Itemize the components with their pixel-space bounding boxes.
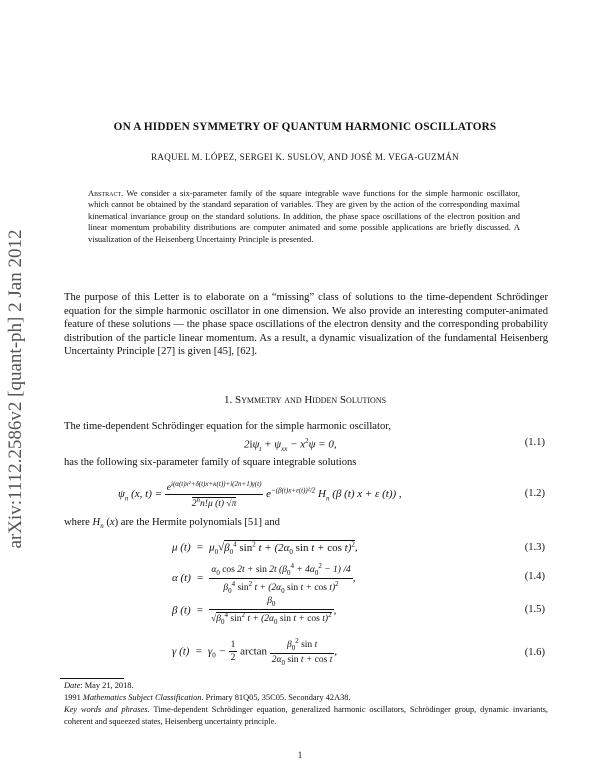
date-label: Date (64, 681, 81, 690)
paragraph-1: The time-dependent Schrödinger equation for the simple harmonic oscillator, (64, 421, 391, 432)
equation-1-2: $\psi_n$ (x, t) = $\frac{e^{i(\alpha(t)x^2+\delta(t)x+\kappa(t))+i(2n+1)\gamma(t)}}{2^nn!\mu (t) √\pi}$ $e^{-(\beta(t)x+\varepsilon(t))^2/2}$ $H_n$ (β (t) x + ε (t)) , (118, 480, 402, 510)
paragraph-3-prefix: where (64, 517, 90, 528)
equation-1-3: μ $(t) = \mu_0√\beta_0^4$ $\sin^2 t + (2\alpha_0$ sin t + cos t)$^2$, (172, 540, 358, 556)
keywords-label: Key words and phrases. (64, 705, 150, 714)
paper-title: ON A HIDDEN SYMMETRY OF QUANTUM HARMONIC OSCILLATORS (113, 121, 497, 133)
arxiv-sidebar (2, 204, 30, 574)
footnote-msc (64, 692, 548, 704)
footnote-keywords (64, 704, 548, 727)
abstract (88, 188, 520, 245)
equation-1-6: γ $(t) = \gamma_0$ − $\frac{1}{2}$ arctan $\frac{\beta_0^2 \sin t}{2\alpha_0 \sin t + \cos t}$ , (172, 637, 338, 667)
date-value: : May 21, 2018. (80, 681, 134, 690)
page-number: 1 (297, 750, 303, 760)
footnote-rule (60, 678, 124, 679)
equation-1-5: β (t) = $\frac{\beta_0}{√\beta_0^4 \sin^2 t + (2\alpha_0 \sin t + \cos t)^2}$ , (172, 596, 337, 626)
equation-number-3: (1.3) (524, 542, 545, 553)
paragraph-2: has the following six-parameter family of square integrable solutions (64, 457, 357, 468)
intro-paragraph: The purpose of this Letter is to elaborate on a “missing” class of solutions to the time-dependent Schrödinger equation for the simple harmonic oscillator in one dimension. We also provide an interesting computer-animated feature of these solutions — the phase space oscillations of the electron density and the corresponding probability distribution of the particle linear momentum. As a result, a dynamic visualization of the fundamental Heisenberg Uncertainty Principle [27] is given [45], [62]. (64, 292, 548, 358)
equation-number-5: (1.5) (524, 604, 545, 615)
equation-number-1: (1.1) (524, 437, 545, 448)
equation-number-2: (1.2) (524, 488, 545, 499)
msc-label: Mathematics Subject Classification. (82, 693, 204, 702)
equation-number-6: (1.6) (524, 647, 545, 658)
paragraph-3-suffix: are the Hermite polynomials [51] and (120, 517, 280, 528)
paper-authors: RAQUEL M. LÓPEZ, SERGEI K. SUSLOV, AND JOSÉ M. VEGA-GUZMÁN (151, 152, 459, 162)
footnote-date (64, 680, 548, 692)
abstract-text: We consider a six-parameter family of the square integrable wave functions for the simple harmonic oscillator, which cannot be obtained by the standard separation of variables. They are given by the action of the corresponding maximal kinematical invariance group on the standard solutions. In addition, the phase space oscillations of the electron position and linear momentum probability distributions are computer animated and some possible applications are briefly discussed. A visualization of the Heisenberg Uncertainty Principle is presented. (88, 188, 520, 244)
msc-value: Primary 81Q05, 35C05. Secondary 42A38. (203, 693, 351, 702)
keywords-value: Time-dependent Schrödinger equation, generalized harmonic oscillators, Schrödinger group, dynamic invariants, coherent and squeezed states, Heisenberg uncertainty principle. (64, 705, 549, 726)
msc-prefix: 1991 (64, 693, 81, 702)
arxiv-id: arXiv:1112.2586v2 [quant-ph] 2 Jan 2012 (5, 229, 26, 549)
section-heading: 1. Symmetry and Hidden Solutions (223, 394, 387, 406)
equation-number-4: (1.4) (524, 571, 545, 582)
abstract-label: Abstract. (88, 188, 124, 198)
equation-1-4: α (t) = $\frac{\alpha_0 \cos 2t + \sin 2t (\beta_0^4 + 4\alpha_0^2 - 1) /4}{\beta_0^4 \sin^2 t + (2\alpha_0 \sin t + \cos t)^2}$ , (172, 562, 356, 596)
paragraph-3: where $H_n$ (x) are the Hermite polynomials [51] and (64, 517, 280, 531)
equation-1-1: $2i\psi_t + \psi_{xx} - x^2\psi = 0$, (244, 437, 337, 453)
